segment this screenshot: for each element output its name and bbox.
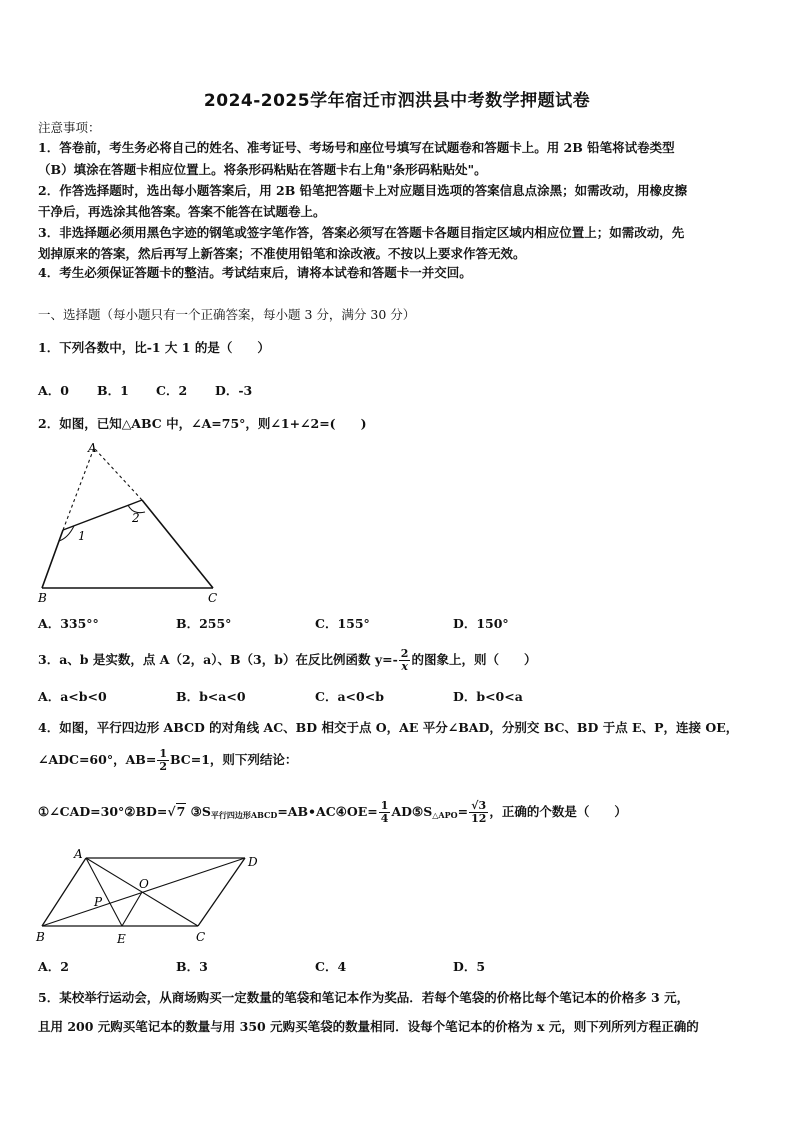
notes-heading: 注意事项：	[38, 120, 101, 135]
q2-option-c: C．155°	[315, 616, 370, 631]
q4-parallelogram-figure	[30, 840, 270, 950]
q4-conclusions: ①∠CAD=30°②BD=√7 $③S_{平行四边形ABCD}=AB•AC④OE=$ $\frac{1}{4}$ $AD⑤S_{\triangle APO}=$ $\frac{√3}{12}$ ，正确的个数是（ ）	[38, 799, 627, 825]
q4-label-c: C	[196, 930, 206, 944]
q3-option-a: A．a<b<0	[38, 689, 107, 704]
q3-stem: 3．a、b 是实数，点 A（2，a）、B（3，b）在反比例函数 y=- $\frac{2}{x}$ 的图象上，则（ ）	[38, 647, 537, 673]
q3-option-b: B．b<a<0	[176, 689, 246, 704]
q4-label-o: O	[139, 877, 149, 891]
q4-stem-b: ∠ADC=60°，AB= $\frac{1}{2}$ BC=1，则下列结论：	[38, 747, 298, 773]
q4-option-b: B．3	[176, 959, 208, 974]
q1-option-c: C．2	[156, 383, 188, 398]
note-3a: 3．非选择题必须用黑色字迹的钢笔或签字笔作答，答案必须写在答题卡各题目指定区域内相应位置上；如需改动，先	[38, 225, 685, 240]
note-1b: （B）填涂在答题卡相应位置上。将条形码粘贴在答题卡右上角"条形码粘贴处"。	[38, 162, 487, 177]
q5-stem-b: 且用 200 元购买笔记本的数量与用 350 元购买笔袋的数量相同．设每个笔记本的价格为 x 元，则下列所列方程正确的	[38, 1019, 699, 1034]
q4-label-e: E	[117, 932, 126, 946]
q3-option-d: D．b<0<a	[453, 689, 523, 704]
q1-option-d: D．-3	[215, 383, 253, 398]
note-3b: 划掉原来的答案，然后再写上新答案；不准使用铅笔和涂改液。不按以上要求作答无效。	[38, 246, 526, 261]
note-1a: 1．答卷前，考生务必将自己的姓名、准考证号、考场号和座位号填写在试题卷和答题卡上。用 2B 铅笔将试卷类型	[38, 140, 675, 155]
q2-option-a: A．335°°	[38, 616, 99, 631]
section-heading: 一、选择题（每小题只有一个正确答案，每小题 3 分，满分 30 分）	[38, 307, 416, 322]
q4-option-d: D．5	[453, 959, 486, 974]
q1-option-b: B．1	[97, 383, 129, 398]
q4-label-b: B	[36, 930, 45, 944]
q5-stem-a: 5．某校举行运动会，从商场购买一定数量的笔袋和笔记本作为奖品．若每个笔袋的价格比每个笔记本的价格多 3 元，	[38, 990, 690, 1005]
q1-option-a: A．0	[38, 383, 69, 398]
note-4: 4．考生必须保证答题卡的整洁。考试结束后，请将本试卷和答题卡一并交回。	[38, 265, 472, 280]
q2-label-a: A	[88, 441, 97, 455]
q3-fraction: $\frac{2}{x}$	[400, 647, 409, 673]
q2-label-c: C	[208, 591, 218, 605]
q2-label-b: B	[38, 591, 47, 605]
q2-angle-1: 1	[78, 529, 86, 543]
q2-triangle-figure	[30, 438, 230, 608]
note-2b: 干净后，再选涂其他答案。答案不能答在试题卷上。	[38, 204, 326, 219]
q2-option-d: D．150°	[453, 616, 509, 631]
q4-stem-a: 4．如图，平行四边形 ABCD 的对角线 AC、BD 相交于点 O，AE 平分∠BAD，分别交 BC、BD 于点 E、P，连接 OE，	[38, 720, 739, 735]
q4-label-p: P	[94, 895, 103, 909]
note-2a: 2．作答选择题时，选出每小题答案后，用 2B 铅笔把答题卡上对应题目选项的答案信息点涂黑；如需改动，用橡皮擦	[38, 183, 688, 198]
q3-option-c: C．a<0<b	[315, 689, 384, 704]
q2-stem: 2．如图，已知△ABC 中，∠A=75°，则∠1+∠2=( )	[38, 416, 367, 431]
exam-title: 2024-2025学年宿迁市泗洪县中考数学押题试卷	[203, 91, 591, 111]
q4-option-c: C．4	[315, 959, 347, 974]
q4-label-d: D	[248, 855, 258, 869]
q4-option-a: A．2	[38, 959, 69, 974]
q2-angle-2: 2	[132, 511, 140, 525]
q4-label-a: A	[74, 847, 83, 861]
q2-option-b: B．255°	[176, 616, 232, 631]
q1-stem: 1．下列各数中，比-1 大 1 的是（ ）	[38, 340, 270, 355]
